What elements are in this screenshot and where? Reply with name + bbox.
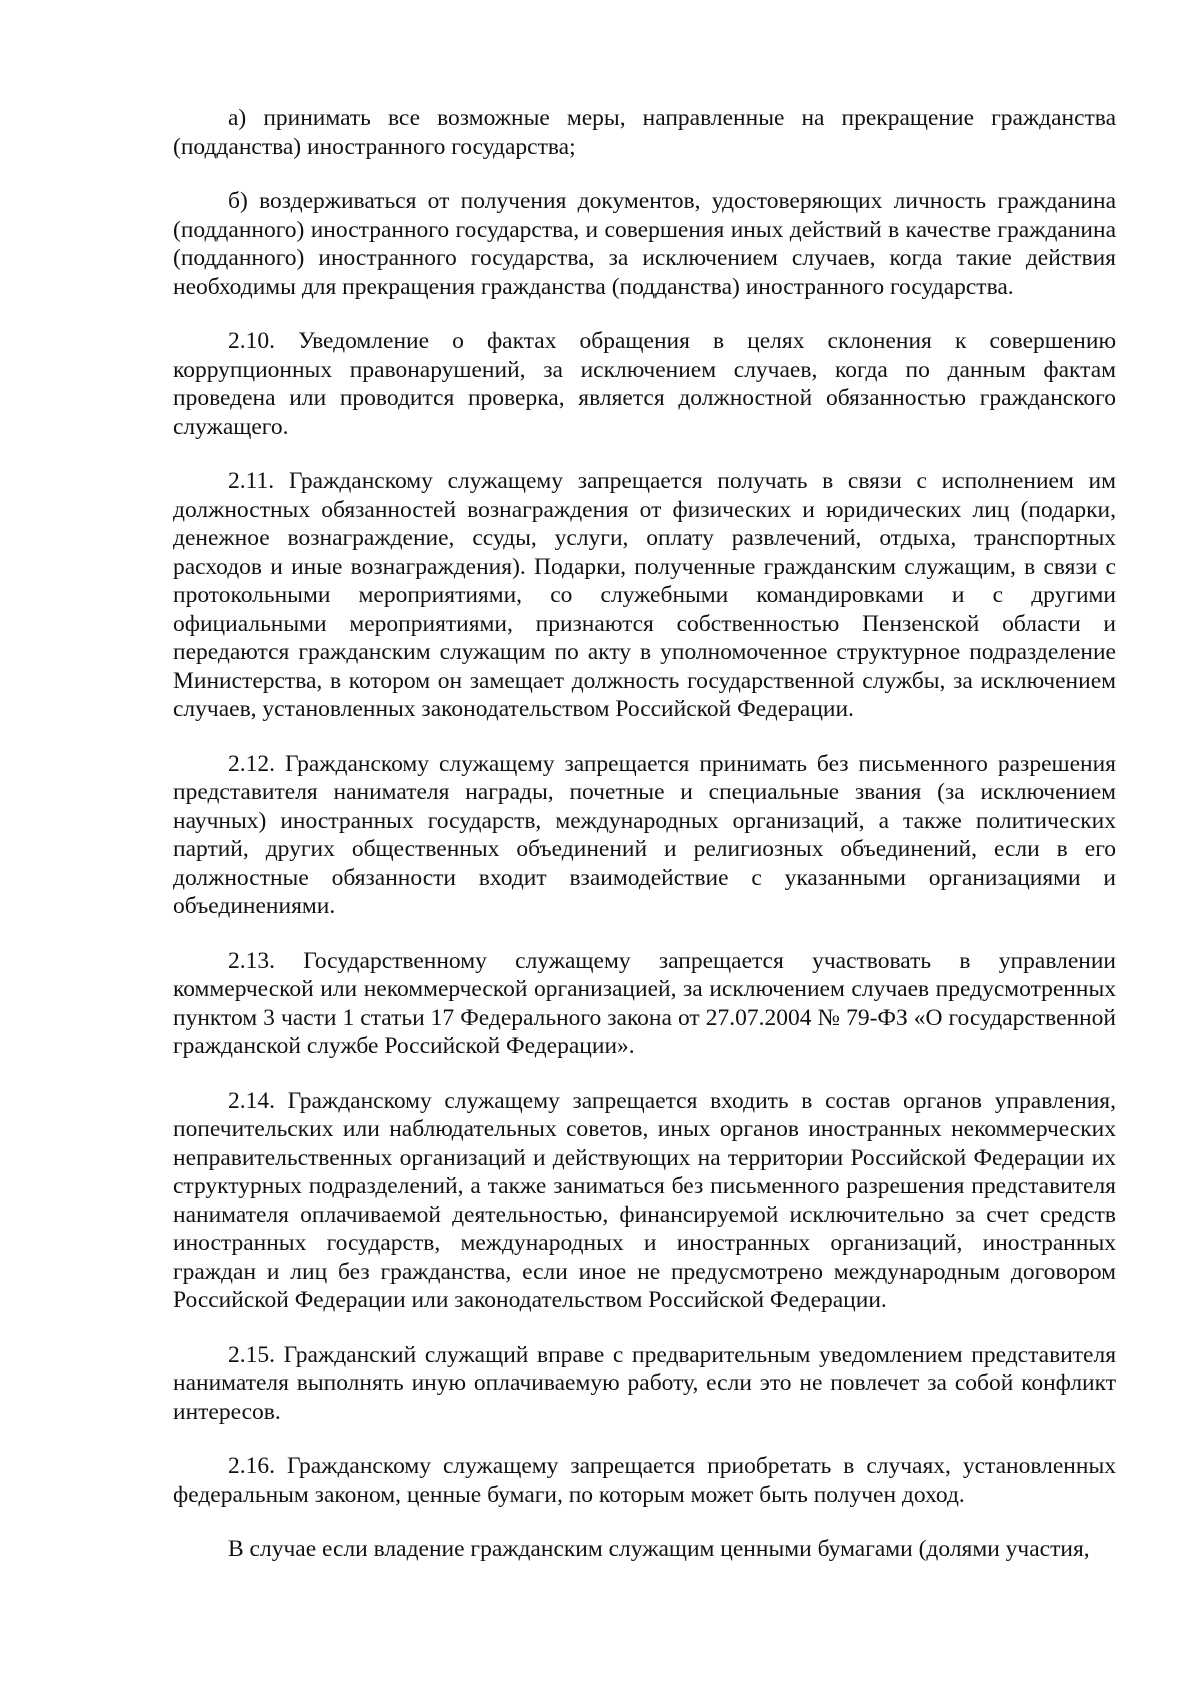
paragraph-2-16: 2.16. Гражданскому служащему запрещается приобретать в случаях, установленных федеральным законом, ценные бумаги, по которым может быть получен доход. [173, 1453, 1116, 1508]
paragraph-2-12: 2.12. Гражданскому служащему запрещается принимать без письменного разрешения представителя нанимателя награды, почетные и специальные звания (за исключением научных) иностранных государств, международных организаций, а также политических партий, других общественных объединений и религиозных объединений, если в его должностные обязанности входит взаимодействие с указанными организациями и объединениями. [173, 750, 1116, 919]
document-page [173, 104, 1116, 1564]
paragraph-continuation: В случае если владение гражданским служащим ценными бумагами (долями участия, [228, 1536, 1090, 1562]
paragraph-a: а) принимать все возможные меры, направленные на прекращение гражданства (подданства) иностранного государства; [173, 105, 1116, 160]
paragraph-2-15: 2.15. Гражданский служащий вправе с предварительным уведомлением представителя нанимателя выполнять иную оплачиваемую работу, если это не повлечет за собой конфликт интересов. [173, 1341, 1116, 1425]
paragraph-2-14: 2.14. Гражданскому служащему запрещается входить в состав органов управления, попечительских или наблюдательных советов, иных органов иностранных некоммерческих неправительственных организаций и действующих на территории Российской Федерации их структурных подразделений, а также заниматься без письменного разрешения представителя нанимателя оплачиваемой деятельностью, финансируемой исключительно за счет средств иностранных государств, международных и иностранных организаций, иностранных граждан и лиц без гражданства, если иное не предусмотрено международным договором Российской Федерации или законодательством Российской Федерации. [173, 1087, 1116, 1313]
paragraph-b: б) воздерживаться от получения документов, удостоверяющих личность гражданина (подданного) иностранного государства, и совершения иных действий в качестве гражданина (подданного) иностранного государства, за исключением случаев, когда такие действия необходимы для прекращения гражданства (подданства) иностранного государства. [173, 188, 1116, 300]
paragraph-2-13: 2.13. Государственному служащему запрещается участвовать в управлении коммерческой или некоммерческой организацией, за исключением случаев предусмотренных пунктом 3 части 1 статьи 17 Федерального закона от 27.07.2004 № 79-ФЗ «О государственной гражданской службе Российской Федерации». [173, 947, 1116, 1059]
paragraph-2-10: 2.10. Уведомление о фактах обращения в целях склонения к совершению коррупционных правонарушений, за исключением случаев, когда по данным фактам проведена или проводится проверка, является должностной обязанностью гражданского служащего. [173, 328, 1116, 440]
paragraph-2-11: 2.11. Гражданскому служащему запрещается получать в связи с исполнением им должностных обязанностей вознаграждения от физических и юридических лиц (подарки, денежное вознаграждение, ссуды, услуги, оплату развлечений, отдыха, транспортных расходов и иные вознаграждения). Подарки, полученные гражданским служащим, в связи с протокольными мероприятиями, со служебными командировками и с другими официальными мероприятиями, признаются собственностью Пензенской области и передаются гражданским служащим по акту в уполномоченное структурное подразделение Министерства, в котором он замещает должность государственной службы, за исключением случаев, установленных законодательством Российской Федерации. [173, 468, 1116, 722]
